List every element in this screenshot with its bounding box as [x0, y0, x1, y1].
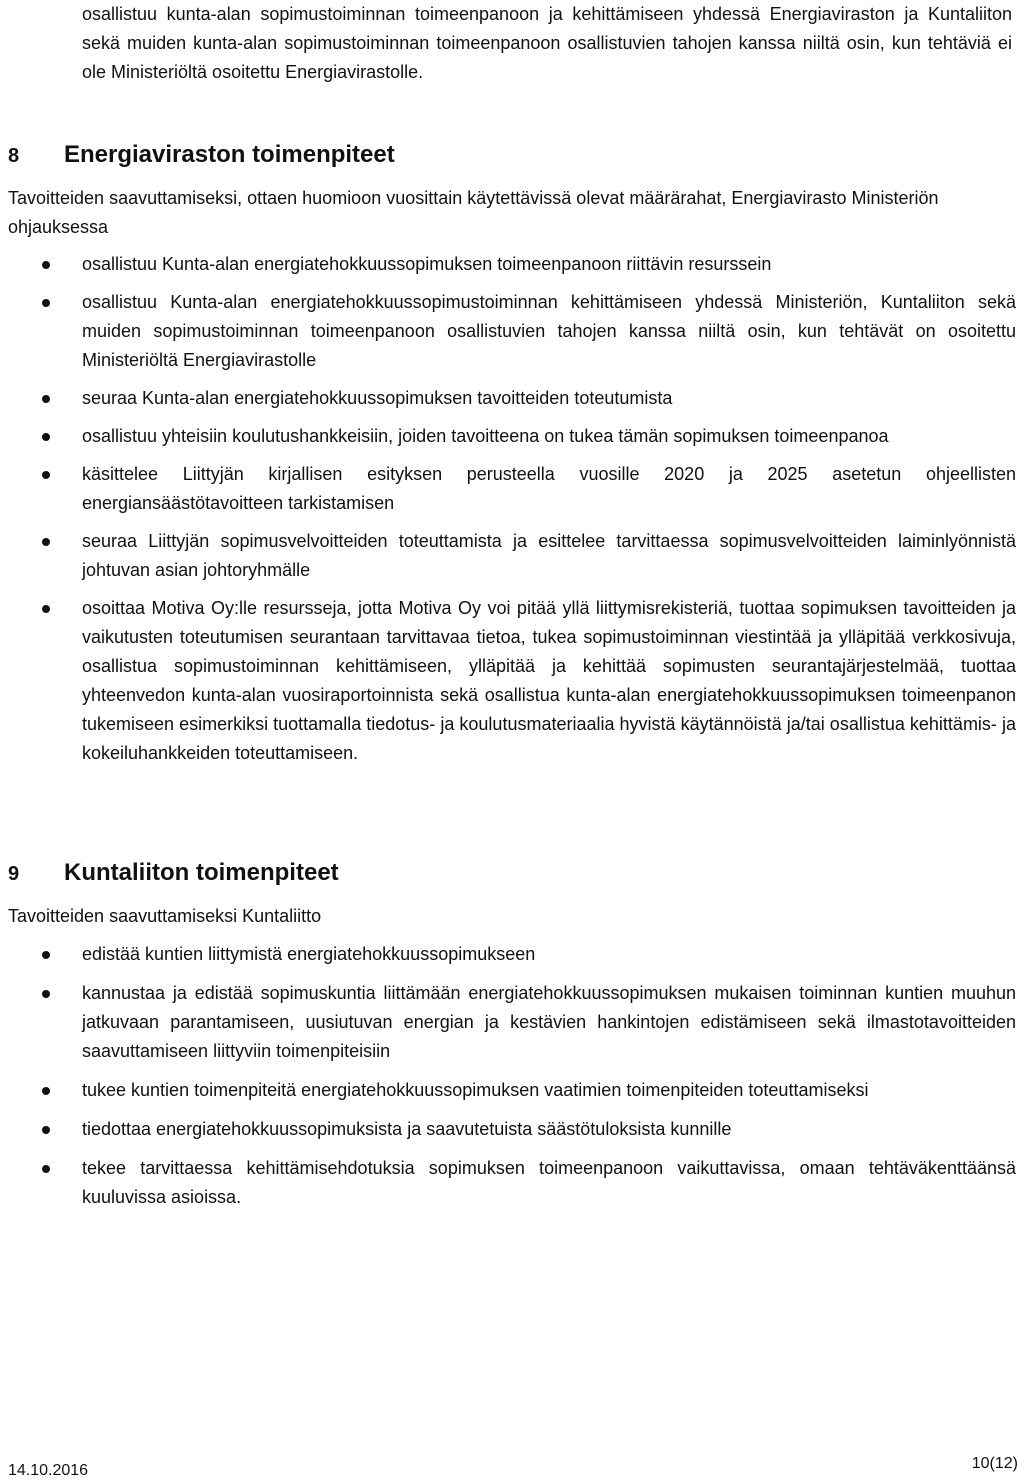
- list-item-text: seuraa Kunta-alan energiatehokkuussopimuksen tavoitteiden toteutumista: [82, 388, 673, 408]
- list-item-text: osoittaa Motiva Oy:lle resursseja, jotta Motiva Oy voi pitää yllä liittymisrekisteriä, tuottaa sopimuksen tavoitteiden ja vaikutusten toteutumisen seurantaan tarvittavaa tietoa, tukea sopimustoiminnan viestintää ja ylläpitää verkkosivuja, osallistua sopimustoiminnan kehittämiseen, ylläpitää ja kehittää sopimusten seurantajärjestelmää, tuottaa yhteenvedon kunta-alan vuosiraportoinnista sekä osallistua kunta-alan energiatehokkuussopimuksen toimeenpanon tukemiseen esimerkiksi tuottamalla tiedotus- ja koulutusmateriaalia hyvistä käytännöistä ja/tai osallistua kehittämis- ja kokeiluhankkeiden toteuttamiseen.: [82, 598, 1016, 763]
- list-item: [0, 384, 1024, 413]
- section-8-number: 8: [8, 145, 20, 167]
- list-item-text: tekee tarvittaessa kehittämisehdotuksia sopimuksen toimeenpanoon vaikuttavissa, omaan tehtäväkenttäänsä kuuluvissa asioissa.: [82, 1158, 1016, 1207]
- bullet-icon: [42, 538, 50, 546]
- section-9-lead: Tavoitteiden saavuttamiseksi Kuntaliitto: [8, 906, 322, 926]
- list-item: [0, 594, 1024, 768]
- list-item: [0, 460, 1024, 518]
- list-item-text: edistää kuntien liittymistä energiatehokkuussopimukseen: [82, 944, 536, 964]
- list-item: [0, 288, 1024, 375]
- bullet-icon: [42, 951, 50, 959]
- intro-paragraph: osallistuu kunta-alan sopimustoiminnan toimeenpanoon ja kehittämiseen yhdessä Energiaviraston ja Kuntaliiton sekä muiden kunta-alan sopimustoiminnan toimeenpanoon osallistuvien tahojen kanssa niiltä osin, kun tehtäviä ei ole Ministeriöltä osoitettu Energiavirastolle.: [82, 4, 1012, 82]
- list-item-text: osallistuu Kunta-alan energiatehokkuussopimustoiminnan kehittämiseen yhdessä Ministeriön, Kuntaliiton sekä muiden sopimustoiminnan toimeenpanoon osallistuvien tahojen kanssa niiltä osin, kun tehtävät on osoitettu Ministeriöltä Energiavirastolle: [82, 292, 1016, 370]
- bullet-icon: [42, 471, 50, 479]
- list-item: [0, 250, 1024, 279]
- list-item: [0, 940, 1024, 969]
- list-item-text: käsittelee Liittyjän kirjallisen esityksen perusteella vuosille 2020 ja 2025 asetetun ohjeellisten energiansäästötavoitteen tarkistamisen: [82, 464, 1016, 513]
- section-8-lead: Tavoitteiden saavuttamiseksi, ottaen huomioon vuosittain käytettävissä olevat määrärahat, Energiavirasto Ministeriön ohjauksessa: [8, 188, 939, 237]
- bullet-icon: [42, 433, 50, 441]
- page-number: 10(12): [971, 1455, 1018, 1472]
- list-item-text: kannustaa ja edistää sopimuskuntia liittämään energiatehokkuussopimuksen mukaisen toiminnan kuntien muuhun jatkuvaan parantamiseen, uusiutuvan energian ja kestävien hankintojen edistämiseen sekä ilmastotavoitteiden saavuttamiseen liittyviin toimenpiteisiin: [82, 983, 1016, 1061]
- list-item-text: osallistuu yhteisiin koulutushankkeisiin, joiden tavoitteena on tukea tämän sopimuksen toimeenpanoa: [82, 426, 889, 446]
- list-item: [0, 1154, 1024, 1212]
- list-item: [0, 1115, 1024, 1144]
- bullet-icon: [42, 605, 50, 613]
- list-item-text: seuraa Liittyjän sopimusvelvoitteiden toteuttamista ja esittelee tarvittaessa sopimusvelvoitteiden laiminlyönnistä johtuvan asian johtoryhmälle: [82, 531, 1016, 580]
- list-item-text: tiedottaa energiatehokkuussopimuksista ja saavutetuista säästötuloksista kunnille: [82, 1119, 732, 1139]
- section-9-list: [0, 940, 1024, 1222]
- list-item: [0, 979, 1024, 1066]
- footer-date: 14.10.2016: [8, 1462, 89, 1479]
- list-item-text: tukee kuntien toimenpiteitä energiatehokkuussopimuksen vaatimien toimenpiteiden toteuttamiseksi: [82, 1080, 869, 1100]
- bullet-icon: [42, 395, 50, 403]
- section-9-heading: [8, 858, 1008, 889]
- list-item-text: osallistuu Kunta-alan energiatehokkuussopimuksen toimeenpanoon riittävin resurssein: [82, 254, 772, 274]
- list-item: [0, 527, 1024, 585]
- section-9-number: 9: [8, 863, 20, 885]
- section-8-title: Energiaviraston toimenpiteet: [64, 141, 395, 168]
- bullet-icon: [42, 1165, 50, 1173]
- section-8-list: [0, 250, 1024, 777]
- bullet-icon: [42, 990, 50, 998]
- bullet-icon: [42, 1087, 50, 1095]
- section-9-title: Kuntaliiton toimenpiteet: [64, 859, 339, 886]
- bullet-icon: [42, 261, 50, 269]
- section-8-heading: [8, 140, 1008, 171]
- bullet-icon: [42, 1126, 50, 1134]
- list-item: [0, 1076, 1024, 1105]
- list-item: [0, 422, 1024, 451]
- bullet-icon: [42, 299, 50, 307]
